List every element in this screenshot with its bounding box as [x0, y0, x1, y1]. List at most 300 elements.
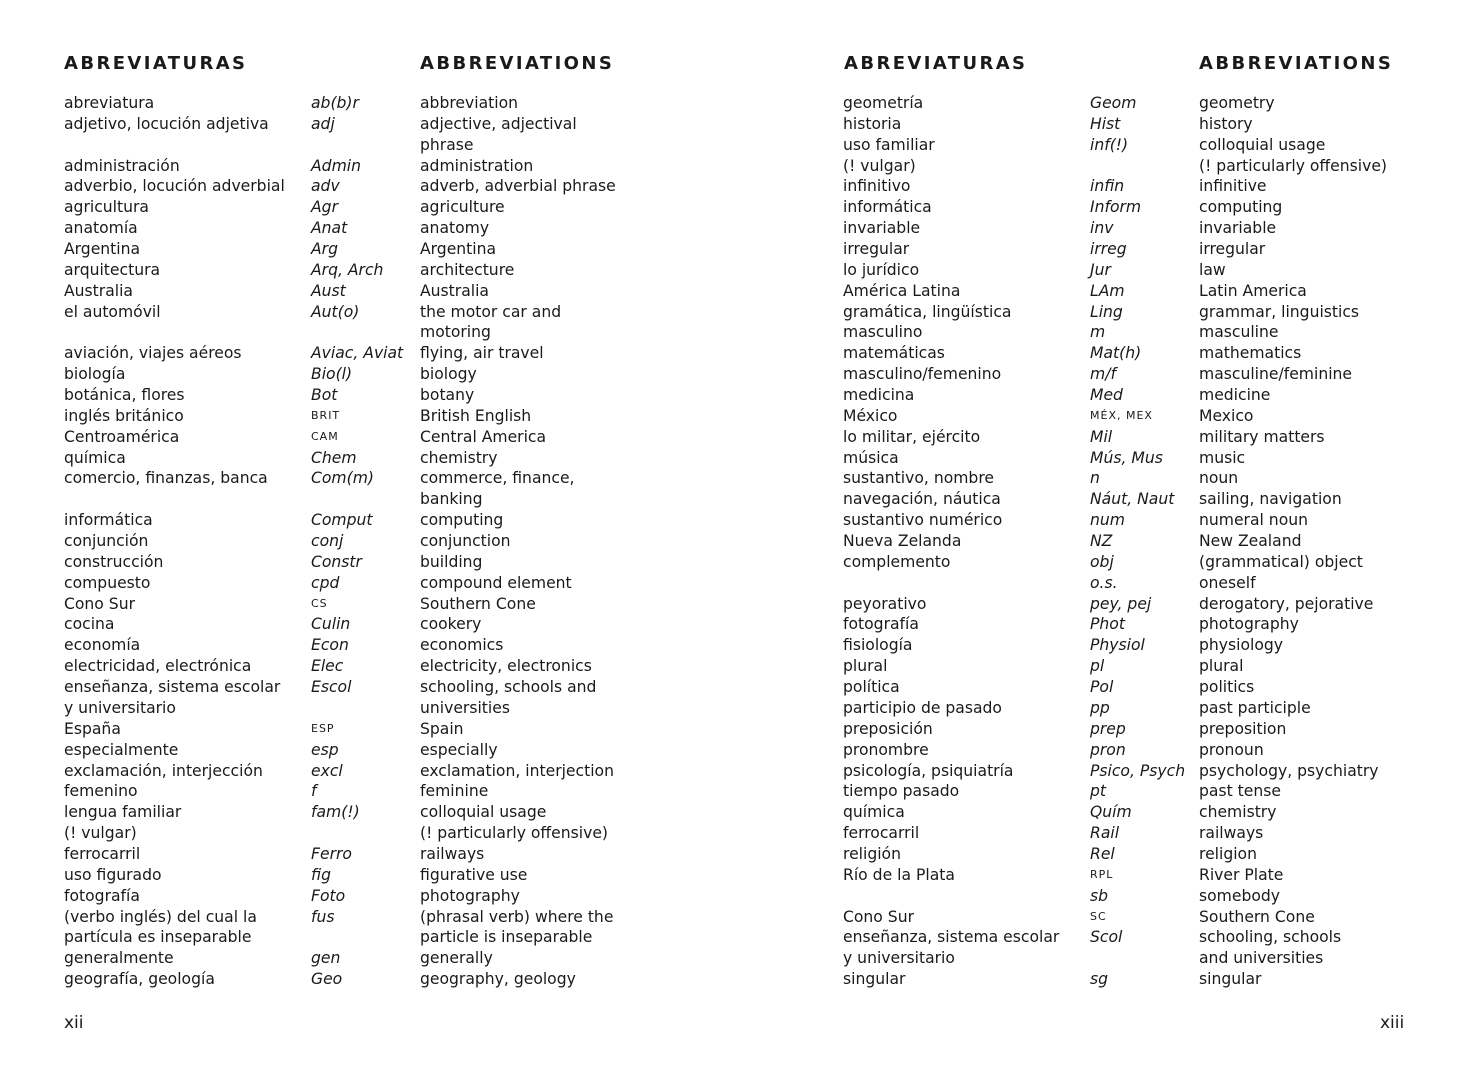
english-term: motoring — [420, 323, 491, 342]
english-term: computing — [420, 511, 504, 530]
abbreviation: Foto — [311, 886, 346, 905]
spanish-term: historia — [843, 114, 902, 133]
abbreviation: Constr — [311, 552, 362, 571]
table-row — [0, 552, 700, 573]
abbreviation: pl — [1090, 657, 1105, 676]
table-row — [780, 823, 1470, 844]
english-term: anatomy — [420, 219, 490, 238]
table-row — [780, 239, 1470, 260]
table-row — [0, 385, 700, 406]
spanish-term: lo militar, ejército — [843, 427, 981, 446]
english-term: banking — [420, 490, 483, 509]
abbreviation: pey, pej — [1090, 594, 1152, 613]
spanish-term: enseñanza, sistema escolar — [64, 678, 281, 697]
spanish-term: conjunción — [64, 532, 149, 551]
spanish-term: sustantivo numérico — [843, 511, 1003, 530]
english-term: numeral noun — [1199, 511, 1308, 530]
spanish-term: compuesto — [64, 573, 151, 592]
english-term: somebody — [1199, 886, 1281, 905]
english-term: adjective, adjectival — [420, 114, 577, 133]
english-term: New Zealand — [1199, 532, 1302, 551]
abbreviation: Agr — [311, 198, 338, 217]
spanish-term: el automóvil — [64, 302, 161, 321]
table-row — [0, 489, 700, 510]
table-row — [780, 176, 1470, 197]
spanish-term: psicología, psiquiatría — [843, 761, 1014, 780]
english-term: feminine — [420, 782, 489, 801]
english-term: history — [1199, 114, 1253, 133]
table-row — [780, 698, 1470, 719]
spanish-term: anatomía — [64, 219, 138, 238]
heading-spanish: ABREVIATURAS — [844, 53, 1028, 74]
table-row — [780, 427, 1470, 448]
table-row — [780, 907, 1470, 928]
english-term: Argentina — [420, 240, 497, 259]
abbreviation: RPL — [1090, 867, 1114, 881]
english-term: railways — [420, 844, 485, 863]
abbreviation: Mús, Mus — [1090, 448, 1163, 467]
table-row — [0, 635, 700, 656]
spanish-term: singular — [843, 970, 906, 989]
english-term: cookery — [420, 615, 482, 634]
spanish-term: España — [64, 719, 121, 738]
table-row — [780, 322, 1470, 343]
table-row — [0, 176, 700, 197]
english-term: infinitive — [1199, 177, 1267, 196]
spanish-term: y universitario — [64, 698, 176, 717]
table-row — [0, 719, 700, 740]
abbreviation: pron — [1090, 740, 1126, 759]
english-term: schooling, schools — [1199, 928, 1342, 947]
english-term: grammar, linguistics — [1199, 302, 1360, 321]
table-row — [0, 448, 700, 469]
abbreviation: Mil — [1090, 427, 1113, 446]
table-row — [780, 886, 1470, 907]
abbreviation: ab(b)r — [311, 94, 359, 112]
spanish-term: participio de pasado — [843, 698, 1002, 717]
english-term: psychology, psychiatry — [1199, 761, 1379, 780]
abbreviation: irreg — [1090, 240, 1127, 259]
english-term: geography, geology — [420, 970, 576, 989]
english-term: derogatory, pejorative — [1199, 594, 1374, 613]
english-term: flying, air travel — [420, 344, 544, 363]
table-row — [0, 364, 700, 385]
table-row — [0, 510, 700, 531]
abbreviation: Rail — [1090, 824, 1120, 843]
spanish-term: tiempo pasado — [843, 782, 960, 801]
table-row — [780, 531, 1470, 552]
table-row — [0, 656, 700, 677]
spanish-term: lengua familiar — [64, 803, 182, 822]
abbreviation: Chem — [311, 448, 357, 467]
table-row — [780, 635, 1470, 656]
table-row — [780, 197, 1470, 218]
spanish-term: química — [64, 448, 126, 467]
table-row — [0, 698, 700, 719]
table-row — [0, 114, 700, 135]
abbreviation: Admin — [311, 156, 361, 175]
table-row — [780, 468, 1470, 489]
table-row — [0, 343, 700, 364]
table-row — [0, 156, 700, 177]
abbreviation: Hist — [1090, 114, 1121, 133]
english-term: irregular — [1199, 240, 1266, 259]
heading-english: ABBREVIATIONS — [420, 53, 615, 74]
table-row — [0, 239, 700, 260]
spanish-term: informática — [64, 511, 153, 530]
abbreviation: fam(!) — [311, 803, 360, 822]
abbreviation: BRIT — [311, 408, 341, 422]
abbreviation: Bio(l) — [311, 365, 353, 384]
spanish-term: construcción — [64, 552, 164, 571]
spanish-term: sustantivo, nombre — [843, 469, 994, 488]
abbreviation: pt — [1090, 782, 1107, 801]
spanish-term: masculino — [843, 323, 923, 342]
table-row — [780, 260, 1470, 281]
table-row — [0, 614, 700, 635]
table-row — [780, 385, 1470, 406]
table-row — [780, 448, 1470, 469]
abbreviation: Arq, Arch — [311, 260, 384, 279]
abbreviation: adj — [311, 114, 335, 133]
english-term: photography — [1199, 615, 1299, 634]
english-term: Central America — [420, 427, 547, 446]
abbreviation: num — [1090, 511, 1125, 530]
spanish-term: adverbio, locución adverbial — [64, 177, 285, 196]
table-row — [0, 218, 700, 239]
abbreviation: Ling — [1090, 302, 1123, 321]
table-row — [0, 781, 700, 802]
table-row — [780, 948, 1470, 969]
table-row — [0, 948, 700, 969]
english-term: military matters — [1199, 427, 1325, 446]
table-row — [780, 93, 1470, 114]
spanish-term: religión — [843, 844, 901, 863]
table-row — [780, 218, 1470, 239]
abbreviation: inv — [1090, 219, 1114, 238]
english-term: agriculture — [420, 198, 505, 217]
table-row — [0, 927, 700, 948]
page-number: xiii — [1380, 1013, 1405, 1033]
table-row — [780, 614, 1470, 635]
english-term: physiology — [1199, 636, 1284, 655]
english-term: conjunction — [420, 532, 511, 551]
spanish-term: Argentina — [64, 240, 141, 259]
spanish-term: inglés británico — [64, 406, 184, 425]
abbreviation: Com(m) — [311, 469, 374, 488]
spanish-term: (! vulgar) — [64, 824, 137, 843]
abbreviation: inf(!) — [1090, 135, 1129, 154]
abbreviation: sg — [1090, 970, 1109, 989]
abbreviation: m/f — [1090, 365, 1116, 384]
abbreviation: SC — [1090, 909, 1107, 923]
table-row — [0, 427, 700, 448]
abbreviation: NZ — [1090, 532, 1113, 551]
abbreviation: CS — [311, 596, 328, 610]
abbreviation: Med — [1090, 386, 1123, 405]
english-term: figurative use — [420, 865, 528, 884]
table-row — [0, 135, 700, 156]
spanish-term: adjetivo, locución adjetiva — [64, 114, 269, 133]
spanish-term: y universitario — [843, 949, 955, 968]
spanish-term: infinitivo — [843, 177, 911, 196]
english-term: mathematics — [1199, 344, 1302, 363]
spanish-term: Cono Sur — [843, 907, 915, 926]
abbreviation: Aust — [311, 281, 346, 300]
spanish-term: comercio, finanzas, banca — [64, 469, 268, 488]
english-term: masculine — [1199, 323, 1279, 342]
table-row — [780, 969, 1470, 990]
right-page — [780, 0, 1470, 1076]
english-term: Southern Cone — [1199, 907, 1315, 926]
english-term: (! particularly offensive) — [1199, 156, 1388, 175]
abbreviation-list — [0, 93, 700, 990]
abbreviation: Anat — [311, 219, 348, 238]
spanish-term: Australia — [64, 281, 133, 300]
english-term: generally — [420, 949, 493, 968]
spanish-term: fotografía — [64, 886, 140, 905]
english-term: particle is inseparable — [420, 928, 593, 947]
english-term: economics — [420, 636, 504, 655]
abbreviation: f — [311, 782, 317, 801]
abbreviation: Geo — [311, 970, 343, 989]
english-term: photography — [420, 886, 520, 905]
abbreviation: CAM — [311, 429, 339, 443]
english-term: masculine/feminine — [1199, 365, 1353, 384]
english-term: Latin America — [1199, 281, 1307, 300]
spanish-term: medicina — [843, 386, 915, 405]
english-term: preposition — [1199, 719, 1287, 738]
english-term: chemistry — [1199, 803, 1277, 822]
table-row — [0, 802, 700, 823]
english-term: (grammatical) object — [1199, 552, 1363, 571]
english-term: politics — [1199, 678, 1255, 697]
spanish-term: economía — [64, 636, 141, 655]
table-row — [780, 156, 1470, 177]
spanish-term: biología — [64, 365, 126, 384]
abbreviation: esp — [311, 740, 339, 759]
abbreviation: Ferro — [311, 844, 352, 863]
table-row — [0, 907, 700, 928]
table-row — [780, 510, 1470, 531]
abbreviation: Phot — [1090, 615, 1125, 634]
spanish-term: (! vulgar) — [843, 156, 916, 175]
table-row — [780, 114, 1470, 135]
spanish-term: Nueva Zelanda — [843, 532, 962, 551]
abbreviation: Escol — [311, 678, 352, 697]
table-row — [0, 197, 700, 218]
abbreviation: Mat(h) — [1090, 344, 1142, 363]
english-term: medicine — [1199, 386, 1271, 405]
abbreviation: fig — [311, 865, 331, 884]
table-row — [780, 677, 1470, 698]
english-term: architecture — [420, 260, 515, 279]
spanish-term: preposición — [843, 719, 933, 738]
english-term: adverb, adverbial phrase — [420, 177, 616, 196]
english-term: (phrasal verb) where the — [420, 907, 614, 926]
table-row — [780, 781, 1470, 802]
abbreviation: ESP — [311, 721, 335, 735]
spanish-term: química — [843, 803, 905, 822]
spanish-term: fotografía — [843, 615, 919, 634]
spanish-term: lo jurídico — [843, 260, 920, 279]
english-term: sailing, navigation — [1199, 490, 1342, 509]
english-term: singular — [1199, 970, 1262, 989]
abbreviation: Aviac, Aviat — [311, 344, 404, 363]
table-row — [0, 406, 700, 427]
english-term: noun — [1199, 469, 1239, 488]
english-term: plural — [1199, 657, 1244, 676]
spanish-term: invariable — [843, 219, 921, 238]
spanish-term: especialmente — [64, 740, 179, 759]
abbreviation: fus — [311, 907, 335, 926]
english-term: especially — [420, 740, 498, 759]
english-term: railways — [1199, 824, 1264, 843]
spanish-term: arquitectura — [64, 260, 161, 279]
english-term: administration — [420, 156, 534, 175]
spanish-term: geografía, geología — [64, 970, 215, 989]
spanish-term: generalmente — [64, 949, 174, 968]
spanish-term: matemáticas — [843, 344, 945, 363]
spanish-term: informática — [843, 198, 932, 217]
english-term: the motor car and — [420, 302, 562, 321]
abbreviation: n — [1090, 469, 1100, 488]
abbreviation: Arg — [311, 240, 338, 259]
spanish-term: México — [843, 406, 898, 425]
abbreviation: infin — [1090, 177, 1125, 196]
english-term: pronoun — [1199, 740, 1264, 759]
abbreviation: Bot — [311, 386, 338, 405]
abbreviation: Náut, Naut — [1090, 490, 1175, 509]
english-term: past tense — [1199, 782, 1281, 801]
english-term: River Plate — [1199, 865, 1284, 884]
english-term: compound element — [420, 573, 572, 592]
spanish-term: abreviatura — [64, 94, 155, 112]
spanish-term: plural — [843, 657, 888, 676]
table-row — [780, 802, 1470, 823]
abbreviation: m — [1090, 323, 1106, 342]
spanish-term: política — [843, 678, 900, 697]
english-term: exclamation, interjection — [420, 761, 614, 780]
table-row — [0, 969, 700, 990]
table-row — [0, 260, 700, 281]
table-row — [0, 886, 700, 907]
english-term: universities — [420, 698, 510, 717]
english-term: past participle — [1199, 698, 1311, 717]
abbreviation: excl — [311, 761, 343, 780]
abbreviation: Physiol — [1090, 636, 1145, 655]
abbreviation: gen — [311, 949, 341, 968]
table-row — [0, 740, 700, 761]
abbreviation: obj — [1090, 552, 1114, 571]
english-term: geometry — [1199, 94, 1275, 112]
spanish-term: masculino/femenino — [843, 365, 1002, 384]
spanish-term: exclamación, interjección — [64, 761, 263, 780]
english-term: Spain — [420, 719, 464, 738]
english-term: law — [1199, 260, 1226, 279]
spanish-term: navegación, náutica — [843, 490, 1001, 509]
english-term: British English — [420, 406, 532, 425]
spanish-term: aviación, viajes aéreos — [64, 344, 242, 363]
english-term: invariable — [1199, 219, 1277, 238]
spanish-term: gramática, lingüística — [843, 302, 1012, 321]
spanish-term: Cono Sur — [64, 594, 136, 613]
english-term: chemistry — [420, 448, 498, 467]
table-row — [780, 573, 1470, 594]
table-row — [780, 281, 1470, 302]
english-term: building — [420, 552, 483, 571]
english-term: electricity, electronics — [420, 657, 592, 676]
page-number: xii — [64, 1013, 84, 1033]
english-term: computing — [1199, 198, 1283, 217]
spanish-term: agricultura — [64, 198, 149, 217]
spanish-term: Centroamérica — [64, 427, 180, 446]
table-row — [780, 844, 1470, 865]
spanish-term: uso familiar — [843, 135, 935, 154]
spanish-term: fisiología — [843, 636, 913, 655]
table-row — [780, 761, 1470, 782]
english-term: colloquial usage — [1199, 135, 1326, 154]
abbreviation: Comput — [311, 511, 373, 530]
spanish-term: electricidad, electrónica — [64, 657, 252, 676]
abbreviation: Elec — [311, 657, 344, 676]
abbreviation: Rel — [1090, 844, 1115, 863]
spanish-term: peyorativo — [843, 594, 927, 613]
abbreviation: Jur — [1090, 260, 1111, 279]
abbreviation: sb — [1090, 886, 1109, 905]
abbreviation: cpd — [311, 573, 340, 592]
table-row — [0, 761, 700, 782]
table-row — [780, 343, 1470, 364]
table-row — [780, 865, 1470, 886]
english-term: schooling, schools and — [420, 678, 597, 697]
spanish-term: pronombre — [843, 740, 929, 759]
spanish-term: femenino — [64, 782, 138, 801]
spanish-term: administración — [64, 156, 180, 175]
heading-spanish: ABREVIATURAS — [64, 53, 248, 74]
table-row — [0, 677, 700, 698]
table-row — [0, 322, 700, 343]
english-term: Southern Cone — [420, 594, 536, 613]
english-term: colloquial usage — [420, 803, 547, 822]
spanish-term: ferrocarril — [64, 844, 141, 863]
table-row — [780, 364, 1470, 385]
abbreviation: prep — [1090, 719, 1126, 738]
table-row — [0, 468, 700, 489]
table-row — [0, 93, 700, 114]
table-row — [780, 552, 1470, 573]
english-term: phrase — [420, 135, 474, 154]
abbreviation: Aut(o) — [311, 302, 360, 321]
spanish-term: geometría — [843, 94, 924, 112]
abbreviation: LAm — [1090, 281, 1125, 300]
abbreviation: Culin — [311, 615, 351, 634]
table-row — [0, 531, 700, 552]
spanish-term: partícula es inseparable — [64, 928, 252, 947]
spanish-term: música — [843, 448, 899, 467]
spanish-term: complemento — [843, 552, 951, 571]
abbreviation: adv — [311, 177, 340, 196]
heading-english: ABBREVIATIONS — [1199, 53, 1394, 74]
english-term: Australia — [420, 281, 489, 300]
table-row — [0, 281, 700, 302]
english-term: music — [1199, 448, 1246, 467]
abbreviation: conj — [311, 532, 344, 551]
table-row — [780, 927, 1470, 948]
spanish-term: enseñanza, sistema escolar — [843, 928, 1060, 947]
spanish-term: cocina — [64, 615, 115, 634]
table-row — [0, 823, 700, 844]
